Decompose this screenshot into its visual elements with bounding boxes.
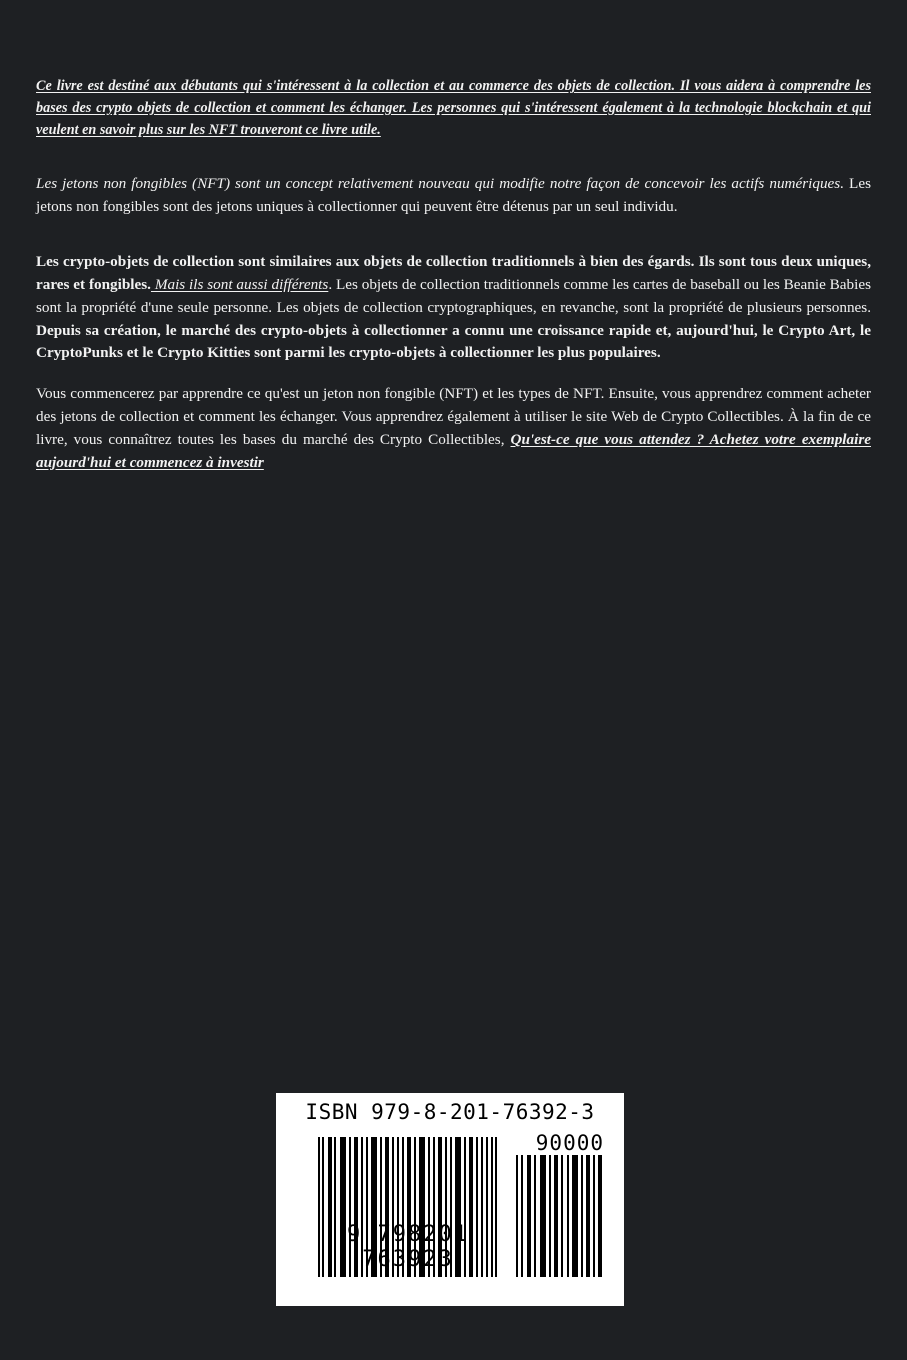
comparison-emphasis: Mais ils sont aussi différents — [150, 275, 329, 293]
price-code: 90000 — [535, 1131, 604, 1155]
isbn-barcode-block — [276, 1093, 624, 1306]
nft-definition-lead: Les jetons non fongibles (NFT) sont un concept relativement nouveau qui modifie notre façon de concevoir les actifs numériques. — [36, 175, 845, 193]
ean13-digits: 9 798201 763923 — [347, 1222, 469, 1272]
comparison-plain: . Les objets de collection traditionnels comme les cartes de baseball ou les Beanie Babies sont la propriété d'une seule personne. Les objets de collection cryptographiques, en revanche, sont la propriété de plusieurs personnes. — [36, 275, 871, 316]
comparison-paragraph — [36, 251, 871, 365]
comparison-bold-tail: Depuis sa création, le marché des crypto-objets à collectionner a connu une croissance rapide et, aujourd'hui, le Crypto Art, le CryptoPunks et le Crypto Kitties sont parmi les crypto-objets à collectionner les plus populaires. — [36, 321, 871, 362]
contents-plain: Vous commencerez par apprendre ce qu'est un jeton non fongible (NFT) et les types de NFT. Ensuite, vous apprendrez comment acheter des jetons de collection et comment les échanger. Vous apprendrez également à utiliser le site Web de Crypto Collectibles. À la fin de ce livre, vous connaîtrez toutes les bases du marché des Crypto Collectibles, — [36, 385, 871, 448]
contents-paragraph — [36, 383, 871, 474]
supplement-bars — [516, 1155, 604, 1277]
comparison-bold-lead: Les crypto-objets de collection sont similaires aux objets de collection traditionnels à bien des égards. Ils sont tous deux uniques, rares et fongibles. — [36, 253, 871, 293]
ean13-bars — [318, 1137, 498, 1277]
call-to-action: Qu'est-ce que vous attendez ? Achetez votre exemplaire aujourd'hui et commencez à investir — [36, 430, 871, 471]
isbn-number: ISBN 979-8-201-76392-3 — [305, 1100, 595, 1124]
nft-definition-paragraph — [36, 173, 871, 219]
nft-definition-rest: Les jetons non fongibles sont des jetons uniques à collectionner qui peuvent être détenus par un seul individu. — [36, 175, 871, 215]
intro-paragraph: Ce livre est destiné aux débutants qui s'intéressent à la collection et au commerce des objets de collection. Il vous aidera à comprendre les bases des crypto objets de collection et comment les échanger. Les personnes qui s'intéressent également à la technologie blockchain et qui veulent en savoir plus sur les NFT trouveront ce livre utile. — [36, 78, 871, 138]
